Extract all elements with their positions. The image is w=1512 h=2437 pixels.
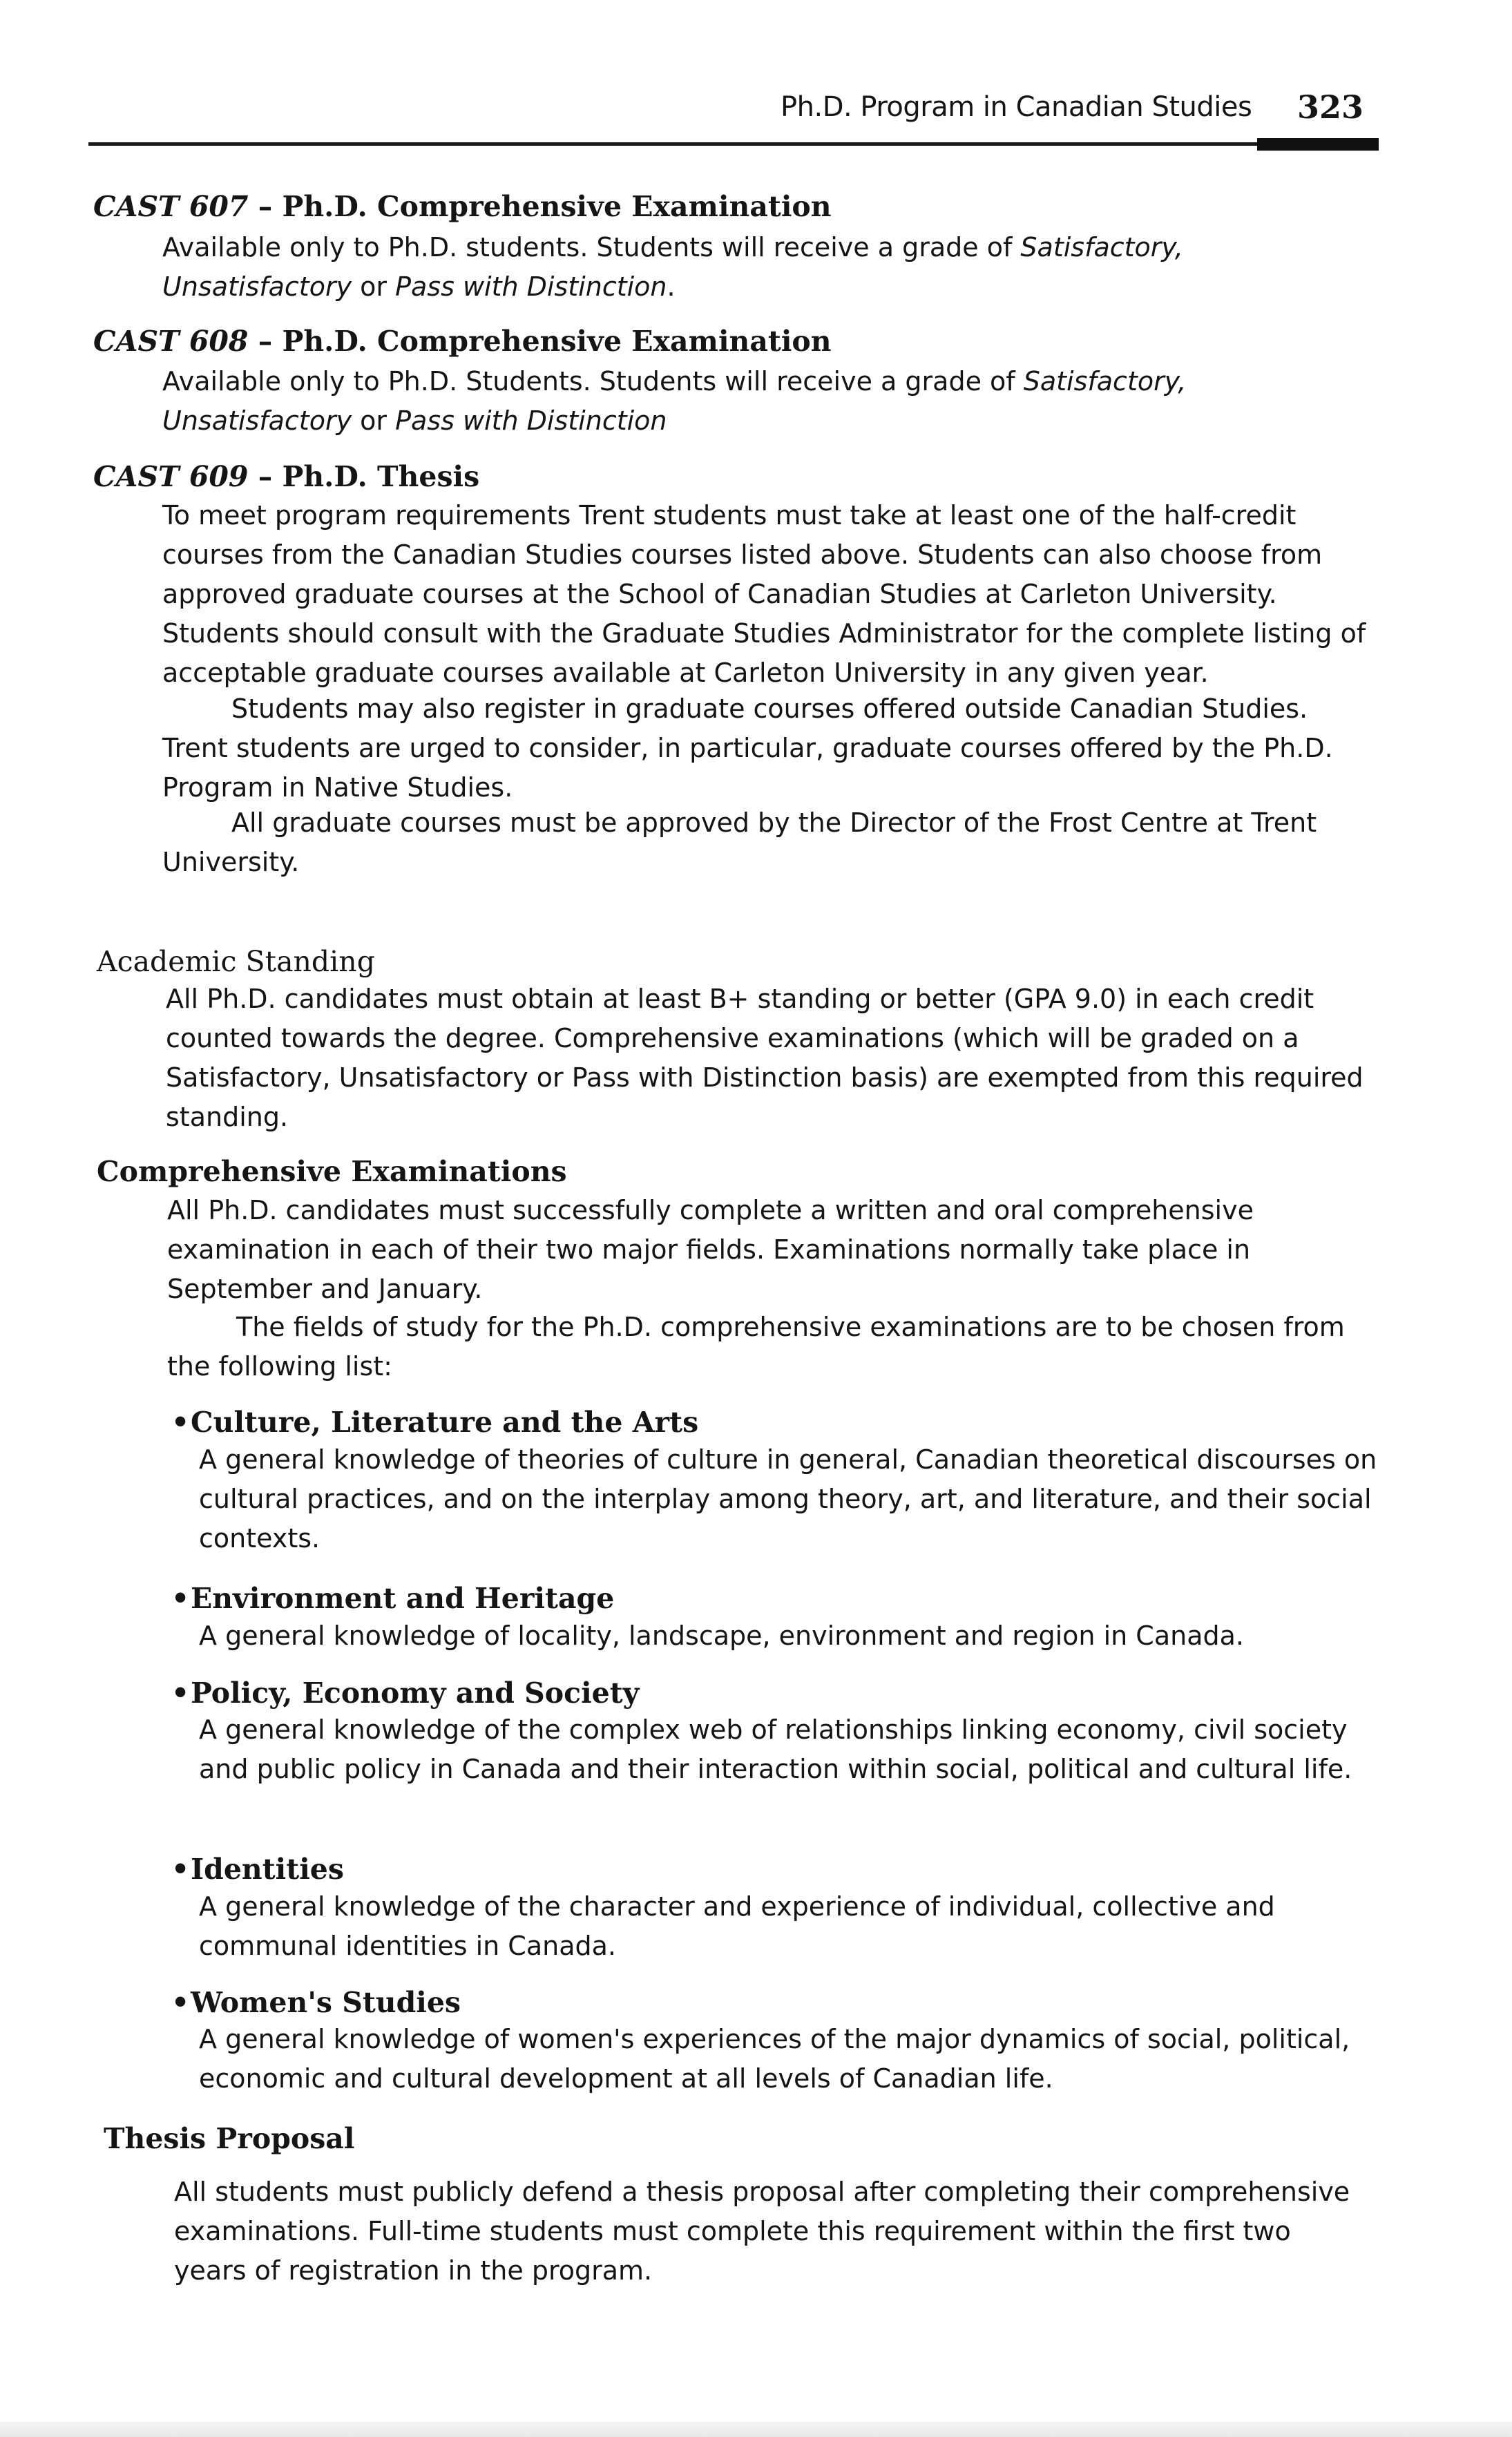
comprehensive-text-2: The fields of study for the Ph.D. comprehensive examinations are to be chosen from the following list:: [167, 1312, 1345, 1382]
academic-standing-text: All Ph.D. candidates must obtain at least B+ standing or better (GPA 9.0) in each credit counted towards the degree. Comprehensive examinations (which will be graded on a Satisfactory, Unsatisfactory or Pass with Distinction basis) are exempted from this required standing.: [166, 984, 1363, 1132]
separator: –: [248, 460, 283, 493]
bullet-icon: •: [171, 1853, 190, 1886]
field-title-policy: [171, 1676, 640, 1710]
course-description-cast-607: [162, 228, 1267, 307]
grade-pass-distinction: Pass with Distinction: [395, 271, 667, 302]
thesis-paragraph-2: Students may also register in graduate courses offered outside Canadian Studies. Trent students are urged to consider, in particular, graduate courses offered by the Ph.D. Program in Native Studies.: [162, 694, 1333, 803]
thesis-paragraph-3: All graduate courses must be approved by the Director of the Frost Centre at Trent University.: [162, 807, 1317, 877]
conjunction: or: [352, 271, 396, 302]
running-title: Ph.D. Program in Canadian Studies: [781, 91, 1252, 123]
field-text-identities: A general knowledge of the character and experience of individual, collective and communal identities in Canada.: [199, 1891, 1275, 1961]
section-heading-comprehensive-examinations: Comprehensive Examinations: [97, 1155, 567, 1188]
comprehensive-text-1: All Ph.D. candidates must successfully complete a written and oral comprehensive examination in each of their two major fields. Examinations normally take place in September and January.: [167, 1195, 1254, 1304]
field-title-identities: [171, 1853, 344, 1886]
course-description-cast-608: [162, 362, 1267, 441]
header-thumb-tab: [1257, 138, 1379, 151]
course-title: Ph.D. Comprehensive Examination: [282, 325, 832, 358]
field-text-policy: A general knowledge of the complex web of relationships linking economy, civil society and public policy in Canada and their interaction within social, political and cultural life.: [199, 1714, 1352, 1784]
field-title: Women's Studies: [191, 1986, 461, 2019]
field-title: Policy, Economy and Society: [191, 1676, 640, 1710]
section-heading-thesis-proposal: Thesis Proposal: [104, 2122, 355, 2155]
field-text-culture: A general knowledge of theories of culture in general, Canadian theoretical discourses on cultural practices, and on the interplay among theory, art, and literature, and their social contexts.: [199, 1444, 1377, 1554]
description-text: Available only to Ph.D. students. Students will receive a grade of: [162, 232, 1021, 262]
bullet-icon: •: [171, 1986, 190, 2019]
section-heading-academic-standing: Academic Standing: [97, 945, 375, 978]
bullet-icon: •: [171, 1582, 190, 1615]
course-code: CAST 607: [93, 190, 249, 223]
course-code: CAST 609: [93, 460, 249, 493]
field-title: Culture, Literature and the Arts: [191, 1406, 699, 1439]
separator: –: [248, 190, 283, 223]
field-title-environment: [171, 1582, 614, 1615]
field-text-environment: A general knowledge of locality, landscape, environment and region in Canada.: [199, 1621, 1244, 1651]
bullet-icon: •: [171, 1676, 190, 1710]
course-heading-cast-608: [93, 325, 832, 358]
course-title: Ph.D. Thesis: [282, 460, 480, 493]
header-rule: [88, 142, 1379, 146]
grade-unsatisfactory: Unsatisfactory: [162, 271, 352, 302]
grade-satisfactory: Satisfactory,: [1023, 366, 1187, 396]
grade-pass-distinction: Pass with Distinction: [395, 405, 667, 436]
field-title: Environment and Heritage: [191, 1582, 615, 1615]
field-title-womens-studies: [171, 1986, 461, 2019]
thesis-paragraph-1: To meet program requirements Trent students must take at least one of the half-credit courses from the Canadian Studies courses listed above. Students can also choose from approved graduate courses at the School of Canadian Studies at Carleton University. Students should consult with the Graduate Studies Administrator for the complete listing of acceptable graduate courses available at Carleton University in any given year.: [162, 500, 1366, 688]
separator: –: [248, 325, 283, 358]
page-number: 323: [1297, 88, 1364, 126]
end-punctuation: .: [667, 271, 676, 302]
course-heading-cast-609: [93, 460, 479, 493]
course-code: CAST 608: [93, 325, 249, 358]
scan-edge-shadow: [0, 2422, 1512, 2437]
field-title: Identities: [191, 1853, 344, 1886]
conjunction: or: [352, 405, 396, 436]
description-text: Available only to Ph.D. Students. Students will receive a grade of: [162, 366, 1024, 396]
grade-satisfactory: Satisfactory,: [1020, 232, 1184, 262]
grade-unsatisfactory: Unsatisfactory: [162, 405, 352, 436]
bullet-icon: •: [171, 1406, 190, 1439]
course-title: Ph.D. Comprehensive Examination: [282, 190, 832, 223]
course-heading-cast-607: [93, 190, 832, 223]
field-title-culture: [171, 1406, 698, 1439]
thesis-proposal-text: All students must publicly defend a thesis proposal after completing their comprehensive examinations. Full-time students must complete this requirement within the first two years of registration in the program.: [174, 2177, 1350, 2286]
field-text-womens-studies: A general knowledge of women's experiences of the major dynamics of social, political, economic and cultural development at all levels of Canadian life.: [199, 2024, 1350, 2094]
